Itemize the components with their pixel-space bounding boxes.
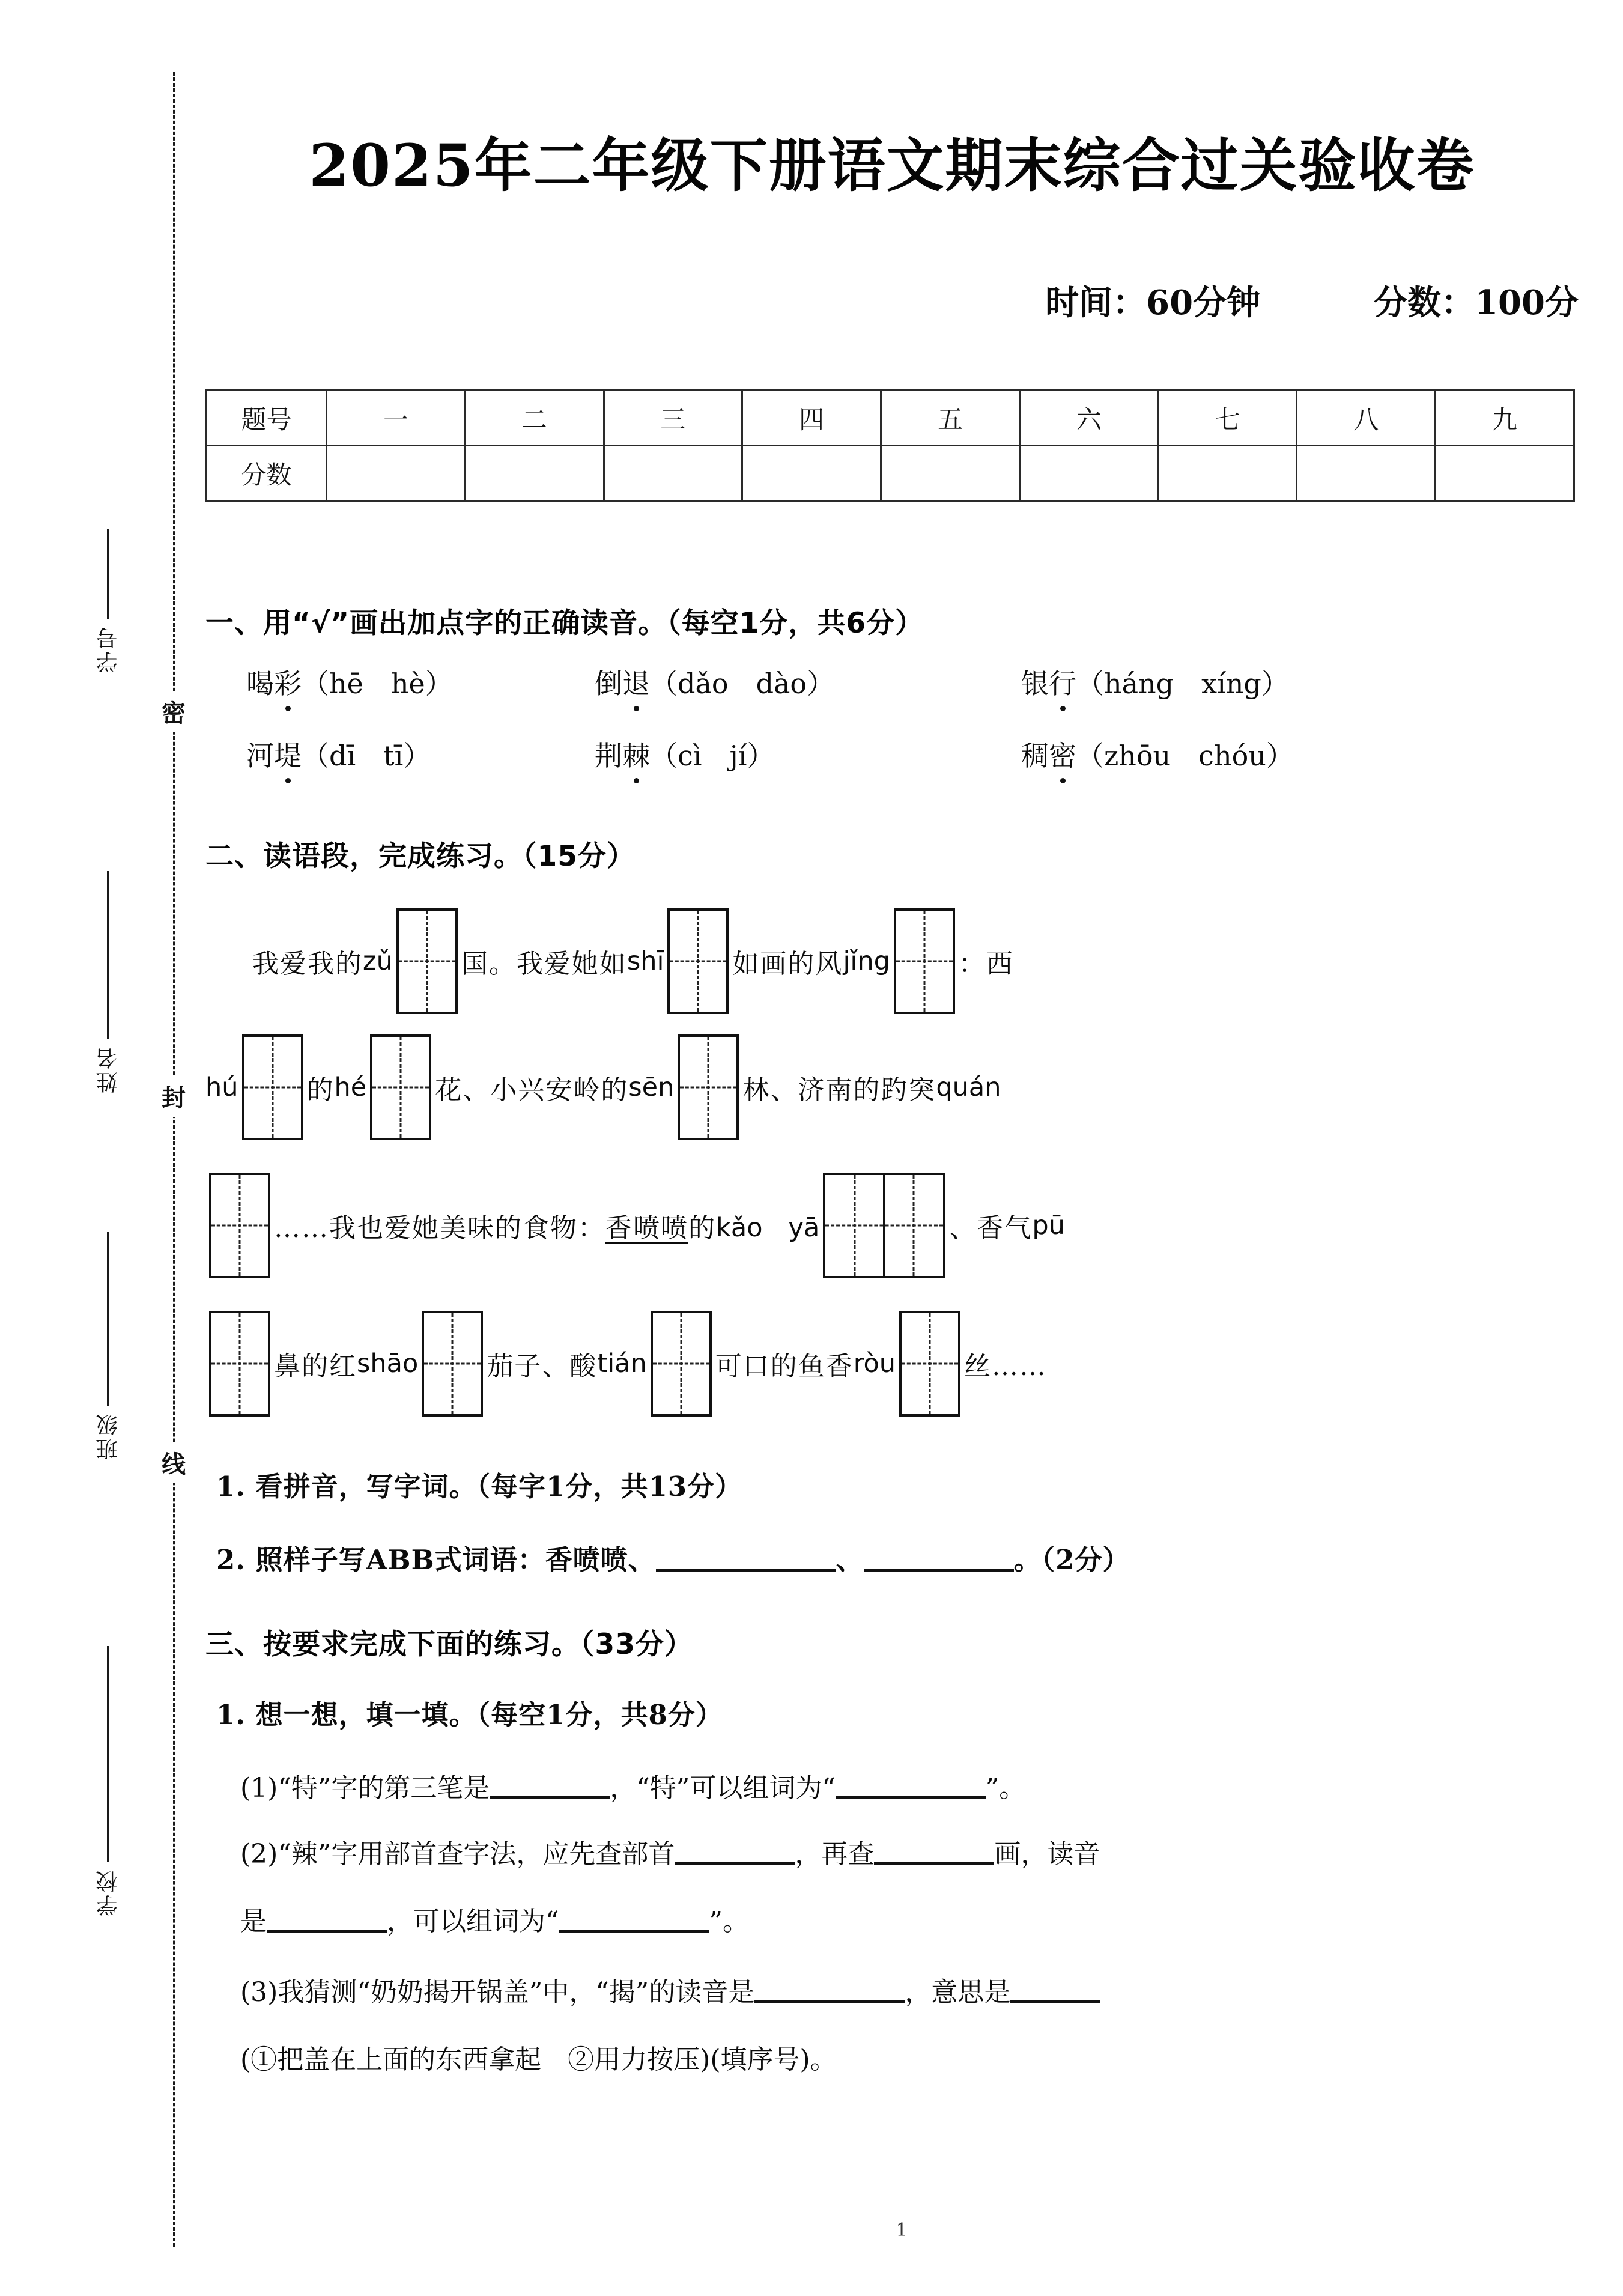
score-col-2: 二 [465, 390, 604, 446]
tianzige-box[interactable] [209, 1173, 270, 1278]
section-2-question-2 [216, 1538, 1130, 1577]
score-col-4: 四 [742, 390, 881, 446]
item-3-text-b: ，意思是 [905, 1977, 1011, 2008]
score-col-8: 八 [1297, 390, 1436, 446]
section-2-question-1: 1. 看拼音，写字词。（每字1分，共13分） [216, 1471, 743, 1502]
item-2-blank-word[interactable] [559, 1930, 709, 1933]
score-col-5: 五 [881, 390, 1020, 446]
item-3-blank-meaning[interactable] [1010, 2000, 1100, 2003]
score-col-6: 六 [1019, 390, 1158, 446]
field-label-school: 学校 [96, 1868, 121, 1916]
abb-question-prefix: 2. 照样子写ABB式词语：香喷喷、 [216, 1544, 656, 1576]
pinyin-item-4-options[interactable]: （dī tī） [302, 740, 431, 772]
passage-line-2 [205, 1034, 1001, 1140]
item-2-text-c: 画，读音 [994, 1839, 1100, 1869]
pinyin-item-4-dotchar: 堤 [274, 734, 302, 774]
field-name [72, 871, 144, 1093]
pinyin-item-6-dotchar: 密 [1049, 734, 1076, 774]
item-1-text-c: ”。 [985, 1773, 1026, 1803]
passage-pinyin: shāo [357, 1349, 419, 1379]
pinyin-item-1-options[interactable]: （hē hè） [302, 667, 453, 700]
exam-meta [192, 276, 1592, 324]
tianzige-box-double[interactable] [823, 1173, 945, 1278]
pinyin-item-3 [1021, 662, 1289, 702]
passage-text: 林、济南的趵突 [742, 1075, 936, 1105]
section-3-heading: 三、按要求完成下面的练习。（33分） [205, 1628, 693, 1661]
time-label: 时间：60分钟 [1045, 283, 1261, 323]
passage-text: 国。我爱她如 [461, 949, 627, 979]
pinyin-item-4 [246, 734, 431, 774]
passage-text: 的 [306, 1075, 335, 1105]
item-2-blank-radical[interactable] [675, 1862, 795, 1865]
pinyin-item-5-dotchar: 棘 [622, 734, 650, 774]
pinyin-item-1 [246, 662, 453, 702]
passage-text: 丝…… [964, 1351, 1048, 1382]
passage-text: 如画的风 [732, 949, 843, 979]
item-2-text-f: ”。 [709, 1906, 749, 1937]
section-3-item-2-line-1 [240, 1832, 1100, 1871]
item-2-blank-strokes[interactable] [874, 1862, 994, 1865]
pinyin-item-3-word: 银 [1021, 667, 1049, 700]
passage-pinyin: quán [936, 1072, 1001, 1102]
score-table [205, 389, 1575, 502]
tianzige-box[interactable] [899, 1311, 960, 1417]
pinyin-item-6-word: 稠 [1021, 740, 1049, 772]
score-col-1: 一 [327, 390, 466, 446]
item-3-text-c: (①把盖在上面的东西拿起 ②用力按压)(填序号)。 [240, 2044, 837, 2075]
score-cell-6[interactable] [1019, 446, 1158, 501]
score-cell-7[interactable] [1158, 446, 1297, 501]
pinyin-item-1-word: 喝 [246, 667, 274, 700]
abb-blank-2[interactable] [864, 1569, 1014, 1572]
tianzige-box[interactable] [678, 1034, 739, 1140]
table-row-scores [207, 446, 1574, 501]
section-3-question-1: 1. 想一想，填一填。（每空1分，共8分） [216, 1699, 723, 1731]
passage-pinyin: tián [597, 1349, 647, 1379]
tianzige-box[interactable] [396, 908, 458, 1014]
tianzige-box[interactable] [422, 1311, 483, 1417]
item-2-text-d: 是 [240, 1906, 267, 1937]
pinyin-item-3-options[interactable]: （háng xíng） [1076, 667, 1289, 700]
passage-text: ：西 [958, 949, 1014, 979]
page-title: 2025年二年级下册语文期末综合过关验收卷 [309, 132, 1475, 199]
pinyin-item-5-word: 荆 [595, 740, 622, 772]
item-1-text-b: ，“特”可以组词为“ [610, 1773, 836, 1803]
row-label-score: 分数 [207, 446, 327, 501]
passage-line-4 [205, 1311, 1047, 1417]
passage-underlined-word: 香喷喷 [605, 1213, 688, 1244]
pinyin-item-2-dotchar: 退 [622, 662, 650, 702]
pinyin-item-6 [1021, 734, 1294, 774]
passage-pinyin: shī [626, 946, 664, 976]
score-col-9: 九 [1436, 390, 1574, 446]
passage-line-1 [252, 908, 1014, 1014]
item-3-blank-pronunciation[interactable] [754, 2000, 905, 2003]
field-rule-name [107, 871, 109, 1039]
item-1-blank-1[interactable] [490, 1796, 610, 1799]
seal-char-feng: 封 [155, 1075, 192, 1117]
score-cell-9[interactable] [1436, 446, 1574, 501]
section-3-item-2-line-2 [240, 1900, 749, 1938]
item-2-blank-pronunciation[interactable] [267, 1930, 387, 1933]
passage-pinyin: pū [1032, 1210, 1065, 1241]
abb-question-suffix: 。（2分） [1013, 1544, 1130, 1576]
tianzige-box[interactable] [651, 1311, 712, 1417]
field-label-student-id: 学号 [96, 625, 121, 673]
item-2-text-a: (2)“辣”字用部首查字法，应先查部首 [240, 1839, 675, 1869]
tianzige-cross-2 [913, 1175, 915, 1276]
passage-pinyin: hú [205, 1072, 238, 1102]
passage-pinyin: hé [334, 1072, 367, 1102]
passage-text: 茄子、酸 [487, 1351, 598, 1382]
section-3-item-1 [240, 1766, 1025, 1805]
pinyin-item-5-options[interactable]: （cì jí） [650, 740, 775, 772]
score-cell-5[interactable] [881, 446, 1020, 501]
tianzige-divider [883, 1175, 885, 1276]
score-cell-2[interactable] [465, 446, 604, 501]
total-score-label: 分数：100分 [1374, 283, 1579, 323]
item-3-text-a: (3)我猜测“奶奶揭开锅盖”中，“揭”的读音是 [240, 1977, 755, 2008]
field-label-class: 班级 [96, 1412, 121, 1460]
seal-margin [0, 0, 186, 2296]
tianzige-box[interactable] [667, 908, 729, 1014]
passage-pinyin: kǎo yā [716, 1212, 820, 1243]
table-row-question-numbers [207, 390, 1574, 446]
field-rule-student-id [107, 529, 109, 619]
score-cell-8[interactable] [1297, 446, 1436, 501]
seal-char-mi: 密 [155, 691, 192, 732]
tianzige-box[interactable] [370, 1034, 431, 1140]
seal-dashed-line [173, 72, 175, 2247]
tianzige-box[interactable] [894, 908, 955, 1014]
exam-sheet [180, 0, 1623, 2296]
field-rule-class [107, 1232, 109, 1406]
score-cell-4[interactable] [742, 446, 881, 501]
abb-blank-1[interactable] [656, 1569, 836, 1572]
row-label-question-no: 题号 [207, 390, 327, 446]
passage-pinyin: zǔ [363, 946, 393, 976]
field-rule-school [107, 1646, 109, 1862]
pinyin-item-3-dotchar: 行 [1049, 662, 1076, 702]
pinyin-item-1-dotchar: 彩 [274, 662, 302, 702]
abb-question-separator: 、 [836, 1544, 864, 1576]
passage-pinyin: sēn [628, 1072, 675, 1102]
section-2-heading: 二、读语段，完成练习。（15分） [205, 840, 636, 873]
pinyin-item-2-word: 倒 [595, 667, 622, 700]
tianzige-box[interactable] [242, 1034, 303, 1140]
pinyin-item-2-options[interactable]: （dǎo dào） [650, 667, 835, 700]
score-cell-3[interactable] [604, 446, 742, 501]
seal-char-xian: 线 [155, 1442, 192, 1483]
passage-line-3 [205, 1173, 1065, 1278]
field-class [72, 1232, 144, 1460]
item-2-text-b: ，再查 [795, 1839, 875, 1869]
tianzige-box[interactable] [209, 1311, 270, 1417]
passage-pinyin: ròu [853, 1349, 896, 1379]
field-student-id [72, 529, 144, 673]
pinyin-item-6-options[interactable]: （zhōu chóu） [1076, 740, 1294, 772]
pinyin-item-2 [595, 662, 834, 702]
item-2-text-e: ，可以组词为“ [387, 1906, 559, 1937]
passage-text: 、香气 [949, 1213, 1033, 1244]
passage-text: 我爱我的 [252, 949, 363, 979]
passage-text: 的 [688, 1213, 716, 1244]
section-1-heading: 一、用“√”画出加点字的正确读音。（每空1分，共6分） [205, 607, 924, 640]
pinyin-item-5 [595, 734, 774, 774]
passage-text: 鼻的红 [274, 1351, 357, 1382]
passage-text: 花、小兴安岭的 [435, 1075, 629, 1105]
item-1-blank-2[interactable] [836, 1796, 986, 1799]
section-3-item-3-line-2 [240, 2038, 837, 2076]
score-col-7: 七 [1158, 390, 1297, 446]
field-school [72, 1646, 144, 1916]
pinyin-item-4-word: 河 [246, 740, 274, 772]
item-1-text-a: (1)“特”字的第三笔是 [240, 1773, 490, 1803]
passage-pinyin: jǐng [843, 946, 890, 976]
passage-text: ……我也爱她美味的食物： [274, 1213, 605, 1244]
score-cell-1[interactable] [327, 446, 466, 501]
section-3-item-3-line-1 [240, 1970, 1100, 2009]
page-number: 1 [896, 2220, 908, 2241]
field-label-name: 姓名 [96, 1045, 121, 1093]
score-col-3: 三 [604, 390, 742, 446]
passage-text: 可口的鱼香 [715, 1351, 854, 1382]
